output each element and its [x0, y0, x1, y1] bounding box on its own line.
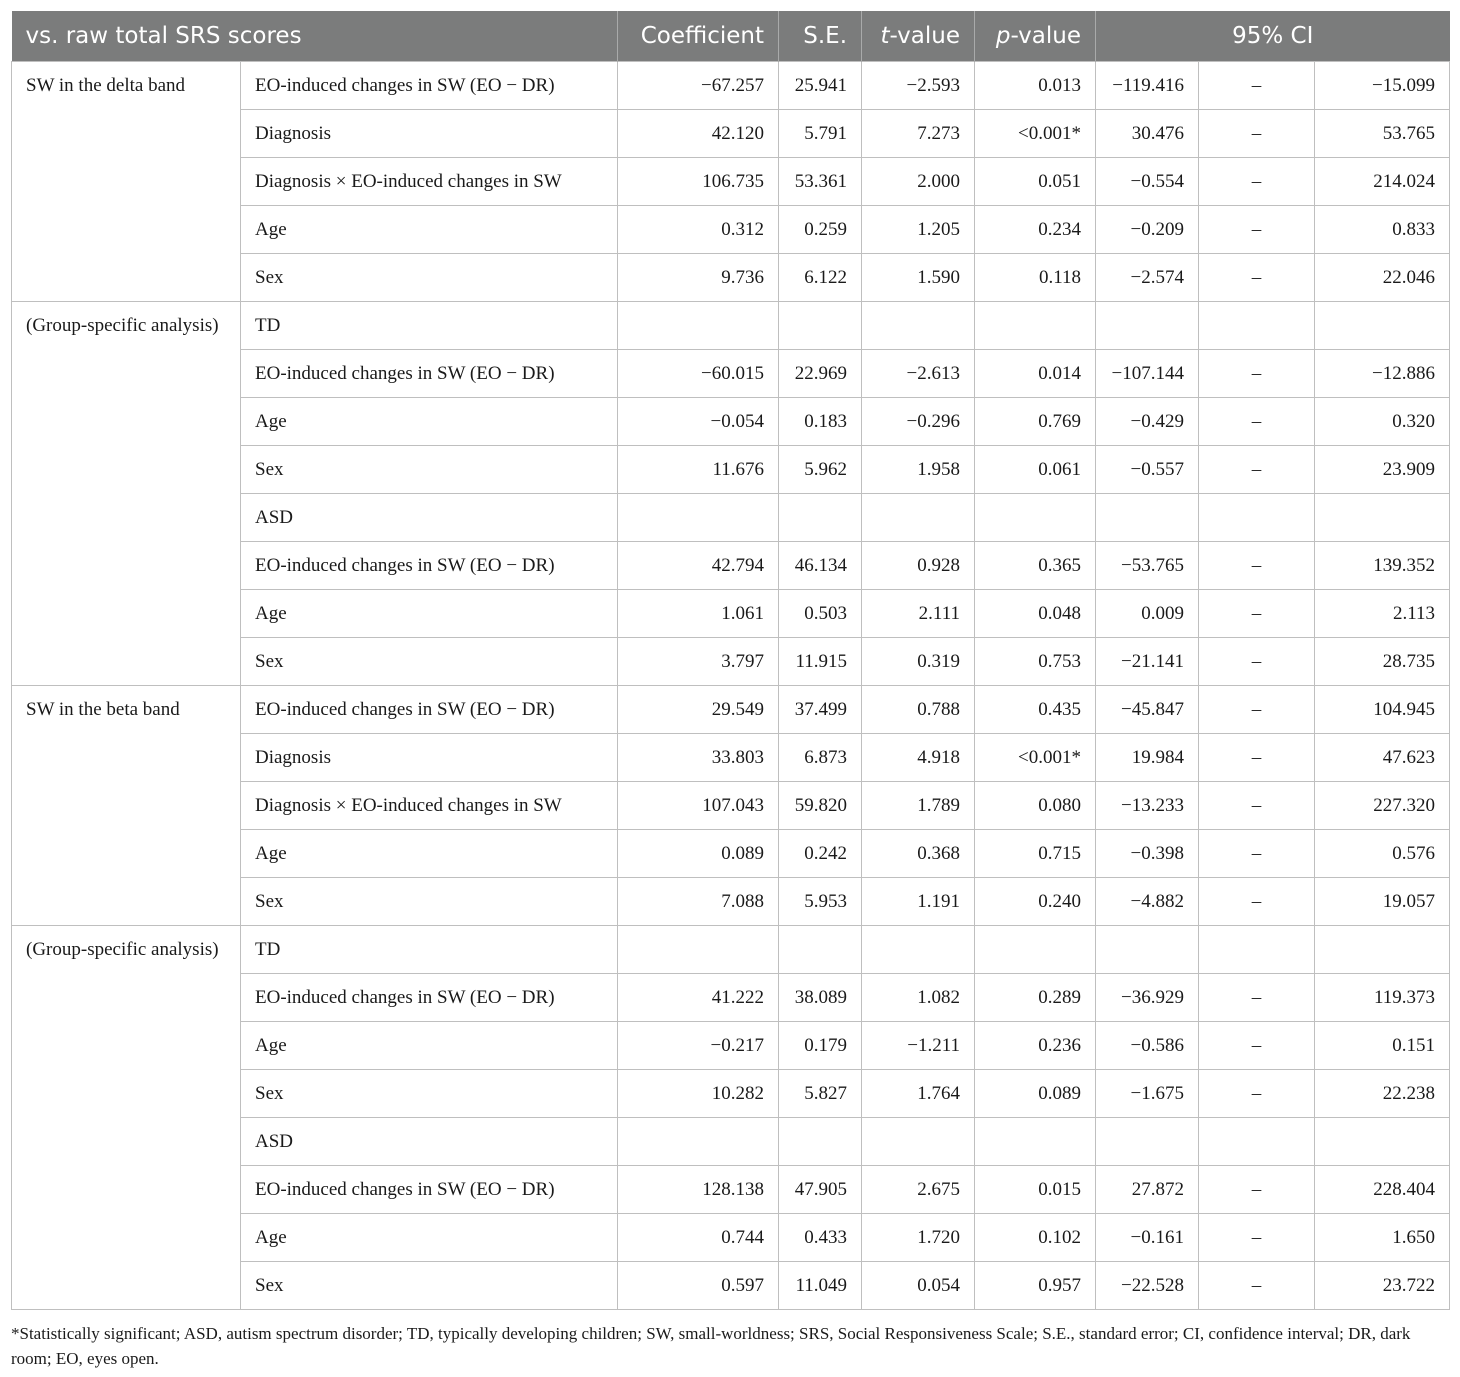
p-value-cell: 0.061 [975, 446, 1096, 494]
p-value-cell: 0.289 [975, 974, 1096, 1022]
p-value-cell: 0.435 [975, 686, 1096, 734]
se-cell [779, 1118, 862, 1166]
variable-label: Age [241, 1022, 618, 1070]
t-value-cell: 1.764 [862, 1070, 975, 1118]
se-cell: 0.503 [779, 590, 862, 638]
p-value-cell: 0.048 [975, 590, 1096, 638]
t-value-cell: 7.273 [862, 110, 975, 158]
ci-dash-cell: – [1199, 590, 1315, 638]
p-value-cell: 0.365 [975, 542, 1096, 590]
variable-label: Diagnosis [241, 110, 618, 158]
ci-upper-cell [1315, 926, 1450, 974]
table-footnote: *Statistically significant; ASD, autism spectrum disorder; TD, typically developing children; SW, small-worldness; SRS, Social Responsiveness Scale; S.E., standard error; CI, confidence interval; DR, dark room; EO, eyes open. [11, 1324, 1411, 1368]
t-value-cell: −1.211 [862, 1022, 975, 1070]
se-cell: 22.969 [779, 350, 862, 398]
p-value-cell: 0.236 [975, 1022, 1096, 1070]
se-cell: 47.905 [779, 1166, 862, 1214]
ci-dash-cell: – [1199, 638, 1315, 686]
p-value-cell: 0.957 [975, 1262, 1096, 1310]
header-t-value [862, 11, 975, 62]
variable-label: Age [241, 206, 618, 254]
coefficient-cell: 0.089 [618, 830, 779, 878]
ci-lower-cell: −53.765 [1096, 542, 1199, 590]
variable-label: Diagnosis [241, 734, 618, 782]
variable-label: Sex [241, 1070, 618, 1118]
ci-upper-cell: 22.238 [1315, 1070, 1450, 1118]
ci-lower-cell: −0.554 [1096, 158, 1199, 206]
se-cell: 38.089 [779, 974, 862, 1022]
t-value-cell: −0.296 [862, 398, 975, 446]
coefficient-cell: 7.088 [618, 878, 779, 926]
ci-lower-cell: 30.476 [1096, 110, 1199, 158]
ci-dash-cell: – [1199, 398, 1315, 446]
ci-upper-cell: 119.373 [1315, 974, 1450, 1022]
ci-lower-cell [1096, 302, 1199, 350]
p-value-cell: 0.013 [975, 62, 1096, 110]
coefficient-cell: −67.257 [618, 62, 779, 110]
coefficient-cell: 42.120 [618, 110, 779, 158]
coefficient-cell: 107.043 [618, 782, 779, 830]
se-cell: 5.791 [779, 110, 862, 158]
se-cell: 5.953 [779, 878, 862, 926]
variable-label: Sex [241, 638, 618, 686]
se-cell: 37.499 [779, 686, 862, 734]
t-value-cell [862, 302, 975, 350]
p-value-cell: 0.753 [975, 638, 1096, 686]
ci-lower-cell: −0.586 [1096, 1022, 1199, 1070]
ci-dash-cell: – [1199, 782, 1315, 830]
t-value-cell: 1.205 [862, 206, 975, 254]
coefficient-cell: −0.054 [618, 398, 779, 446]
p-value-cell [975, 494, 1096, 542]
ci-upper-cell: 28.735 [1315, 638, 1450, 686]
ci-dash-cell: – [1199, 830, 1315, 878]
t-value-cell [862, 1118, 975, 1166]
p-value-cell [975, 926, 1096, 974]
coefficient-cell: 11.676 [618, 446, 779, 494]
variable-label: EO-induced changes in SW (EO − DR) [241, 542, 618, 590]
coefficient-cell [618, 302, 779, 350]
table-row [12, 686, 1450, 734]
ci-lower-cell: −4.882 [1096, 878, 1199, 926]
ci-dash-cell: – [1199, 1214, 1315, 1262]
variable-label: EO-induced changes in SW (EO − DR) [241, 1166, 618, 1214]
coefficient-cell: 10.282 [618, 1070, 779, 1118]
ci-upper-cell: 228.404 [1315, 1166, 1450, 1214]
ci-upper-cell: 19.057 [1315, 878, 1450, 926]
ci-dash-cell: – [1199, 734, 1315, 782]
ci-dash-cell: – [1199, 446, 1315, 494]
t-value-cell: −2.593 [862, 62, 975, 110]
t-value-cell: 0.788 [862, 686, 975, 734]
ci-upper-cell: 104.945 [1315, 686, 1450, 734]
ci-dash-cell: – [1199, 206, 1315, 254]
ci-lower-cell [1096, 1118, 1199, 1166]
coefficient-cell: 29.549 [618, 686, 779, 734]
variable-label: Age [241, 398, 618, 446]
header-comparison: vs. raw total SRS scores [12, 11, 618, 62]
ci-dash-cell [1199, 494, 1315, 542]
t-value-cell: 1.590 [862, 254, 975, 302]
variable-label: Sex [241, 446, 618, 494]
variable-label: EO-induced changes in SW (EO − DR) [241, 686, 618, 734]
coefficient-cell: 42.794 [618, 542, 779, 590]
t-value-cell: 0.054 [862, 1262, 975, 1310]
ci-upper-cell [1315, 494, 1450, 542]
ci-upper-cell: 1.650 [1315, 1214, 1450, 1262]
se-cell: 59.820 [779, 782, 862, 830]
se-cell: 0.183 [779, 398, 862, 446]
se-cell: 5.827 [779, 1070, 862, 1118]
ci-dash-cell: – [1199, 62, 1315, 110]
ci-lower-cell: −36.929 [1096, 974, 1199, 1022]
t-value-cell: 0.368 [862, 830, 975, 878]
header-se: S.E. [779, 11, 862, 62]
coefficient-cell [618, 1118, 779, 1166]
ci-upper-cell: 53.765 [1315, 110, 1450, 158]
ci-upper-cell: 23.722 [1315, 1262, 1450, 1310]
ci-lower-cell: −0.209 [1096, 206, 1199, 254]
p-value-cell: 0.769 [975, 398, 1096, 446]
table-row [12, 302, 1450, 350]
ci-upper-cell: 214.024 [1315, 158, 1450, 206]
group-label: TD [241, 302, 618, 350]
coefficient-cell [618, 494, 779, 542]
ci-dash-cell: – [1199, 158, 1315, 206]
ci-lower-cell: −13.233 [1096, 782, 1199, 830]
ci-lower-cell: −119.416 [1096, 62, 1199, 110]
ci-lower-cell: −21.141 [1096, 638, 1199, 686]
ci-upper-cell: 47.623 [1315, 734, 1450, 782]
ci-upper-cell: −15.099 [1315, 62, 1450, 110]
section-label: SW in the delta band [12, 62, 241, 302]
ci-dash-cell: – [1199, 254, 1315, 302]
ci-lower-cell [1096, 494, 1199, 542]
coefficient-cell: 0.744 [618, 1214, 779, 1262]
ci-dash-cell [1199, 302, 1315, 350]
se-cell: 0.433 [779, 1214, 862, 1262]
ci-upper-cell: −12.886 [1315, 350, 1450, 398]
p-value-cell: 0.089 [975, 1070, 1096, 1118]
header-p-value [975, 11, 1096, 62]
ci-upper-cell: 23.909 [1315, 446, 1450, 494]
ci-lower-cell: −107.144 [1096, 350, 1199, 398]
se-cell: 46.134 [779, 542, 862, 590]
ci-dash-cell: – [1199, 542, 1315, 590]
coefficient-cell: 0.597 [618, 1262, 779, 1310]
ci-dash-cell: – [1199, 878, 1315, 926]
p-value-cell: <0.001* [975, 110, 1096, 158]
variable-label: Sex [241, 878, 618, 926]
p-value-cell [975, 302, 1096, 350]
p-value-cell: 0.102 [975, 1214, 1096, 1262]
ci-lower-cell: −0.557 [1096, 446, 1199, 494]
ci-lower-cell: −0.429 [1096, 398, 1199, 446]
ci-lower-cell [1096, 926, 1199, 974]
t-value-cell: 2.675 [862, 1166, 975, 1214]
ci-upper-cell: 22.046 [1315, 254, 1450, 302]
t-value-cell: 1.789 [862, 782, 975, 830]
se-cell: 0.179 [779, 1022, 862, 1070]
ci-dash-cell: – [1199, 350, 1315, 398]
coefficient-cell: 33.803 [618, 734, 779, 782]
t-value-cell: 0.319 [862, 638, 975, 686]
coefficient-cell: 9.736 [618, 254, 779, 302]
ci-dash-cell: – [1199, 974, 1315, 1022]
table-row [12, 62, 1450, 110]
table-body [12, 62, 1450, 1310]
t-value-cell: 2.111 [862, 590, 975, 638]
p-value-cell [975, 1118, 1096, 1166]
p-value-cell: 0.051 [975, 158, 1096, 206]
t-value-cell [862, 926, 975, 974]
coefficient-cell: 3.797 [618, 638, 779, 686]
t-value-cell: 2.000 [862, 158, 975, 206]
coefficient-cell: 41.222 [618, 974, 779, 1022]
se-cell: 0.259 [779, 206, 862, 254]
se-cell: 11.049 [779, 1262, 862, 1310]
se-cell: 6.122 [779, 254, 862, 302]
coefficient-cell: 128.138 [618, 1166, 779, 1214]
header-row [12, 11, 1450, 62]
coefficient-cell: −60.015 [618, 350, 779, 398]
t-value-cell: 1.191 [862, 878, 975, 926]
header-coefficient: Coefficient [618, 11, 779, 62]
header-p-italic: p [995, 23, 1011, 49]
coefficient-cell: −0.217 [618, 1022, 779, 1070]
ci-upper-cell [1315, 1118, 1450, 1166]
variable-label: EO-induced changes in SW (EO − DR) [241, 350, 618, 398]
variable-label: Sex [241, 254, 618, 302]
ci-lower-cell: 0.009 [1096, 590, 1199, 638]
t-value-cell [862, 494, 975, 542]
ci-dash-cell: – [1199, 1070, 1315, 1118]
ci-dash-cell: – [1199, 1022, 1315, 1070]
ci-dash-cell: – [1199, 110, 1315, 158]
section-label: SW in the beta band [12, 686, 241, 926]
t-value-cell: 1.082 [862, 974, 975, 1022]
variable-label: Age [241, 830, 618, 878]
ci-lower-cell: −45.847 [1096, 686, 1199, 734]
variable-label: Diagnosis × EO-induced changes in SW [241, 158, 618, 206]
ci-lower-cell: −22.528 [1096, 1262, 1199, 1310]
ci-lower-cell: 19.984 [1096, 734, 1199, 782]
variable-label: EO-induced changes in SW (EO − DR) [241, 62, 618, 110]
ci-lower-cell: 27.872 [1096, 1166, 1199, 1214]
coefficient-cell [618, 926, 779, 974]
ci-upper-cell [1315, 302, 1450, 350]
variable-label: Diagnosis × EO-induced changes in SW [241, 782, 618, 830]
p-value-cell: <0.001* [975, 734, 1096, 782]
table-row [12, 926, 1450, 974]
p-value-cell: 0.015 [975, 1166, 1096, 1214]
se-cell: 5.962 [779, 446, 862, 494]
variable-label: Age [241, 1214, 618, 1262]
section-label: (Group-specific analysis) [12, 926, 241, 1310]
ci-lower-cell: −0.161 [1096, 1214, 1199, 1262]
p-value-cell: 0.234 [975, 206, 1096, 254]
p-value-cell: 0.240 [975, 878, 1096, 926]
variable-label: Age [241, 590, 618, 638]
se-cell: 53.361 [779, 158, 862, 206]
ci-dash-cell: – [1199, 686, 1315, 734]
t-value-cell: 0.928 [862, 542, 975, 590]
se-cell: 25.941 [779, 62, 862, 110]
ci-dash-cell: – [1199, 1166, 1315, 1214]
ci-upper-cell: 0.576 [1315, 830, 1450, 878]
ci-upper-cell: 139.352 [1315, 542, 1450, 590]
t-value-cell: 1.958 [862, 446, 975, 494]
header-p-rest: -value [1010, 23, 1082, 49]
ci-upper-cell: 2.113 [1315, 590, 1450, 638]
results-table [11, 11, 1450, 1310]
header-t-italic: t [880, 23, 890, 49]
se-cell [779, 926, 862, 974]
ci-upper-cell: 0.151 [1315, 1022, 1450, 1070]
ci-lower-cell: −1.675 [1096, 1070, 1199, 1118]
variable-label: Sex [241, 1262, 618, 1310]
coefficient-cell: 0.312 [618, 206, 779, 254]
t-value-cell: 1.720 [862, 1214, 975, 1262]
group-label: ASD [241, 1118, 618, 1166]
header-t-rest: -value [889, 23, 961, 49]
se-cell: 0.242 [779, 830, 862, 878]
group-label: TD [241, 926, 618, 974]
se-cell: 11.915 [779, 638, 862, 686]
ci-dash-cell [1199, 1118, 1315, 1166]
header-95-ci: 95% CI [1096, 11, 1450, 62]
ci-upper-cell: 227.320 [1315, 782, 1450, 830]
t-value-cell: −2.613 [862, 350, 975, 398]
section-label: (Group-specific analysis) [12, 302, 241, 686]
group-label: ASD [241, 494, 618, 542]
coefficient-cell: 1.061 [618, 590, 779, 638]
p-value-cell: 0.014 [975, 350, 1096, 398]
se-cell: 6.873 [779, 734, 862, 782]
se-cell [779, 302, 862, 350]
ci-lower-cell: −0.398 [1096, 830, 1199, 878]
p-value-cell: 0.715 [975, 830, 1096, 878]
variable-label: EO-induced changes in SW (EO − DR) [241, 974, 618, 1022]
ci-upper-cell: 0.320 [1315, 398, 1450, 446]
coefficient-cell: 106.735 [618, 158, 779, 206]
ci-lower-cell: −2.574 [1096, 254, 1199, 302]
ci-dash-cell [1199, 926, 1315, 974]
t-value-cell: 4.918 [862, 734, 975, 782]
ci-upper-cell: 0.833 [1315, 206, 1450, 254]
se-cell [779, 494, 862, 542]
ci-dash-cell: – [1199, 1262, 1315, 1310]
p-value-cell: 0.080 [975, 782, 1096, 830]
p-value-cell: 0.118 [975, 254, 1096, 302]
